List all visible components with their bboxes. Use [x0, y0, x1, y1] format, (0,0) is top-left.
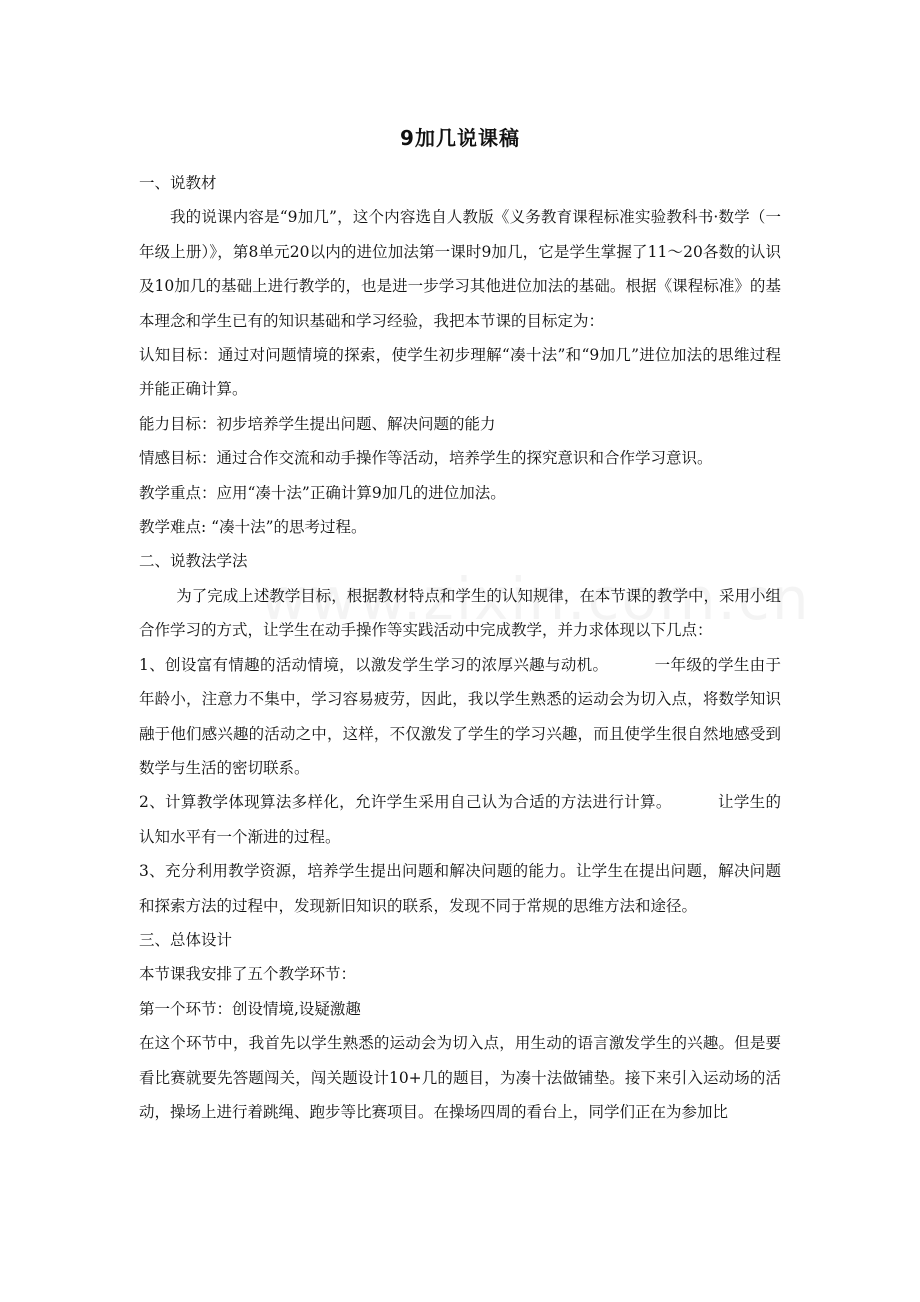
point-2-detail: 让学生的认知水平有一个渐进的过程。 [139, 793, 781, 846]
paragraph-ability-goal: 能力目标：初步培养学生提出问题、解决问题的能力 [139, 414, 496, 433]
paragraph-difficulty: 教学难点: “凑十法”的思考过程。 [139, 518, 367, 537]
section-heading-1: 一、说教材 [139, 174, 217, 192]
paragraph-key-point: 教学重点：应用“凑十法”正确计算9加几的进位加法。 [139, 483, 506, 502]
paragraph-stage-1-body: 在这个环节中，我首先以学生熟悉的运动会为切入点，用生动的语言激发学生的兴趣。但是要看比赛就要先答题闯关，闯关题设计10+几的题目，为凑十法做铺垫。接下来引入运动场的活动，操场上进行着跳绳、跑步等比赛项目。在操场四周的看台上，同学们正在为参加比 [139, 1034, 781, 1121]
paragraph-emotional-goal: 情感目标：通过合作交流和动手操作等活动，培养学生的探究意识和合作学习意识。 [139, 449, 713, 468]
point-1-lead: 1、创设富有情趣的活动情境，以激发学生学习的浓厚兴趣与动机。 [139, 655, 609, 674]
paragraph-cognitive-goal: 认知目标：通过对问题情境的探索，使学生初步理解“凑十法”和“9加几”进位加法的思维过程并能正确计算。 [139, 346, 781, 399]
section-heading-2: 二、说教法学法 [139, 552, 248, 571]
point-2-lead: 2、计算教学体现算法多样化，允许学生采用自己认为合适的方法进行计算。 [139, 793, 672, 812]
paragraph-point-2 [139, 785, 781, 854]
paragraph-point-3: 3、充分利用教学资源，培养学生提出问题和解决问题的能力。让学生在提出问题，解决问题和探索方法的过程中，发现新旧知识的联系，发现不同于常规的思维方法和途径。 [139, 862, 781, 915]
paragraph-method-intro: 为了完成上述教学目标，根据教材特点和学生的认知规律，在本节课的教学中，采用小组合作学习的方式，让学生在动手操作等实践活动中完成教学，并力求体现以下几点： [139, 586, 781, 640]
section-heading-3: 三、总体设计 [139, 930, 233, 949]
point-1-detail: 一年级的学生由于年龄小，注意力不集中，学习容易疲劳，因此，我以学生熟悉的运动会为切入点，将数学知识融于他们感兴趣的活动之中，这样，不仅激发了学生的学习兴趣，而且使学生很自然地感受到数学与生活的密切联系。 [139, 655, 781, 777]
document-title: 9加几说课稿 [400, 126, 520, 150]
paragraph-point-1 [139, 648, 781, 786]
paragraph-design-intro: 本节课我安排了五个教学环节： [139, 965, 357, 984]
paragraph-intro: 我的说课内容是“9加几”，这个内容选自人教版《义务教育课程标准实验教科书·数学（一年级上册）》，第8单元20以内的进位加法第一课时9加几，它是学生掌握了11～20各数的认识及10加几的基础上进行教学的，也是进一步学习其他进位加法的基础。根据《课程标准》的基本理念和学生已有的知识基础和学习经验，我把本节课的目标定为： [139, 208, 781, 330]
document-body [139, 166, 781, 1129]
paragraph-stage-1-title: 第一个环节：创设情境,设疑激趣 [139, 999, 361, 1018]
